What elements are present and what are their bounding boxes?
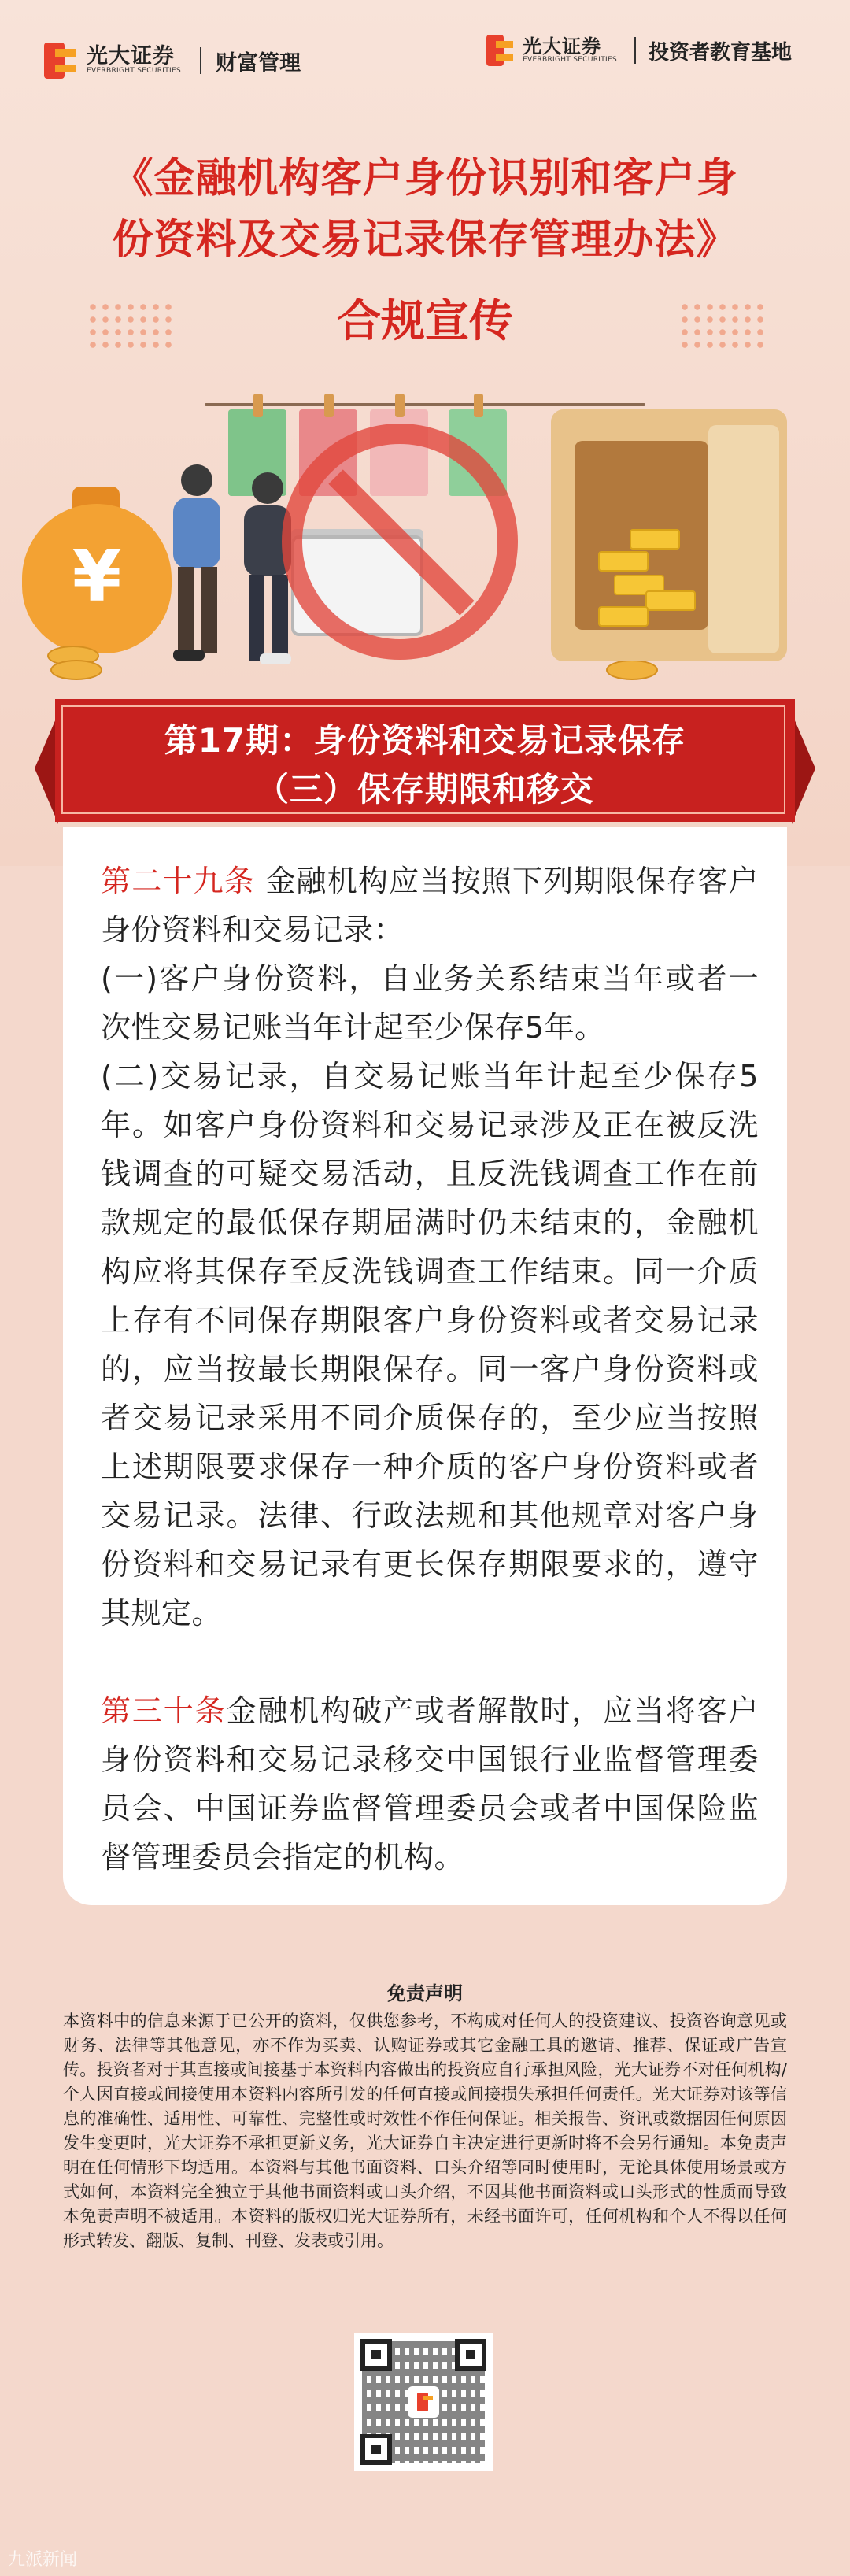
- page-title-line1: 《金融机构客户身份识别和客户身: [112, 155, 738, 202]
- everbright-logo-icon: [44, 43, 76, 79]
- source-watermark: 九派新闻: [8, 2550, 78, 2570]
- article-text: [101, 857, 759, 1882]
- gold-bar-icon: [598, 551, 649, 572]
- article-29-intro: [101, 857, 759, 954]
- brand-division: 财富管理: [216, 50, 301, 76]
- article-29-item-1: (一)客户身份资料，自业务关系结束当年或者一次性交易记账当年计起至少保存5年。: [101, 961, 759, 1045]
- article-29-item-2: (二)交易记录，自交易记账当年计起至少保存5年。如客户身份资料和交易记录涉及正在被反洗钱调查的可疑交易活动，且反洗钱调查工作在前款规定的最低保存期届满时仍未结束的，金融机构应将其保存至反洗钱调查工作结束。同一介质上存有不同保存期限客户身份资料或者交易记录的，应当按最长期限保存。同一客户身份资料或者交易记录采用不同介质保存的，至少应当按照上述期限要求保存一种介质的客户身份资料或者交易记录。法律、行政法规和其他规章对客户身份资料和交易记录有更长保存期限要求的，遵守其规定。: [101, 1059, 759, 1630]
- page-title-line2: 份资料及交易记录保存管理办法》: [112, 217, 738, 264]
- investor-education-brand: [486, 35, 792, 66]
- brand-name-en: EVERBRIGHT SECURITIES: [523, 55, 617, 64]
- clothesline: [205, 403, 645, 406]
- coin-icon: [50, 660, 102, 680]
- brand-divider: [634, 37, 636, 64]
- clothespin-icon: [474, 394, 483, 417]
- clothespin-icon: [253, 394, 263, 417]
- brand-divider: [200, 47, 201, 74]
- qr-finder-pattern: [360, 2339, 392, 2371]
- article-30-body: 金融机构破产或者解散时，应当将客户身份资料和交易记录移交中国银行业监督管理委员会、中国证券监督管理委员会或者中国保险监督管理委员会指定的机构。: [101, 1693, 759, 1875]
- gold-bar-icon: [645, 590, 696, 611]
- yuan-symbol: ¥: [72, 535, 122, 618]
- gold-bar-icon: [598, 606, 649, 627]
- coin-icon: [606, 660, 658, 680]
- clothespin-icon: [395, 394, 405, 417]
- brand-name-en: EVERBRIGHT SECURITIES: [87, 67, 181, 76]
- brand-name-cn: 光大证券: [523, 35, 601, 57]
- brand-name-cn: 光大证券: [87, 44, 175, 69]
- article-29-label: 第二十九条: [101, 864, 256, 898]
- issue-subtitle: （三）保存期限和移交: [255, 770, 594, 809]
- brand-division: 投资者教育基地: [649, 40, 793, 65]
- paragraph-gap: [101, 1638, 759, 1686]
- page-subtitle: 合规宣传: [337, 296, 513, 347]
- qr-logo-icon: [408, 2386, 439, 2418]
- disclaimer-text: 本资料中的信息来源于已公开的资料，仅供您参考，不构成对任何人的投资建议、投资咨询意见或财务、法律等其他意见，亦不作为买卖、认购证券或其它金融工具的邀请、推荐、保证或广告宣传。投资者对于其直接或间接基于本资料内容做出的投资应自行承担风险，光大证券不对任何机构/个人因直接或间接使用本资料内容所引发的任何直接或间接损失承担任何责任。光大证券对该等信息的准确性、适用性、可靠性、完整性或时效性不作任何保证。相关报告、资讯或数据因任何原因发生变更时，光大证券不承担更新义务，光大证券自主决定进行更新时将不会另行通知。本免责声明在任何情形下均适用。本资料与其他书面资料、口头介绍等同时使用时，无论具体使用场景或方式如何，本资料完全独立于其他书面资料或口头介绍，不因其他书面资料或口头形式的性质而导致本免责声明不被适用。本资料的版权归光大证券所有，未经书面许可，任何机构和个人不得以任何形式转发、翻版、复制、刊登、发表或引用。: [63, 2012, 787, 2250]
- everbright-logo-icon: [486, 35, 513, 66]
- article-29-intro-text: 金融机构应当按照下列期限保存客户身份资料和交易记录：: [101, 864, 759, 947]
- clothespin-icon: [324, 394, 334, 417]
- disclaimer-title: 免责声明: [387, 1982, 463, 2004]
- gold-bar-icon: [630, 529, 680, 550]
- article-30: [101, 1686, 759, 1882]
- safe-door: [708, 425, 779, 653]
- brand-name: [87, 46, 181, 76]
- qr-finder-pattern: [360, 2434, 392, 2465]
- issue-title: 第17期：身份资料和交易记录保存: [164, 721, 686, 760]
- article-30-label: 第三十条: [101, 1693, 227, 1728]
- brand-name: [523, 37, 617, 65]
- page-title: [0, 148, 850, 271]
- qr-finder-pattern: [455, 2339, 486, 2371]
- qr-code[interactable]: [354, 2333, 493, 2471]
- wealth-management-brand: [44, 43, 301, 79]
